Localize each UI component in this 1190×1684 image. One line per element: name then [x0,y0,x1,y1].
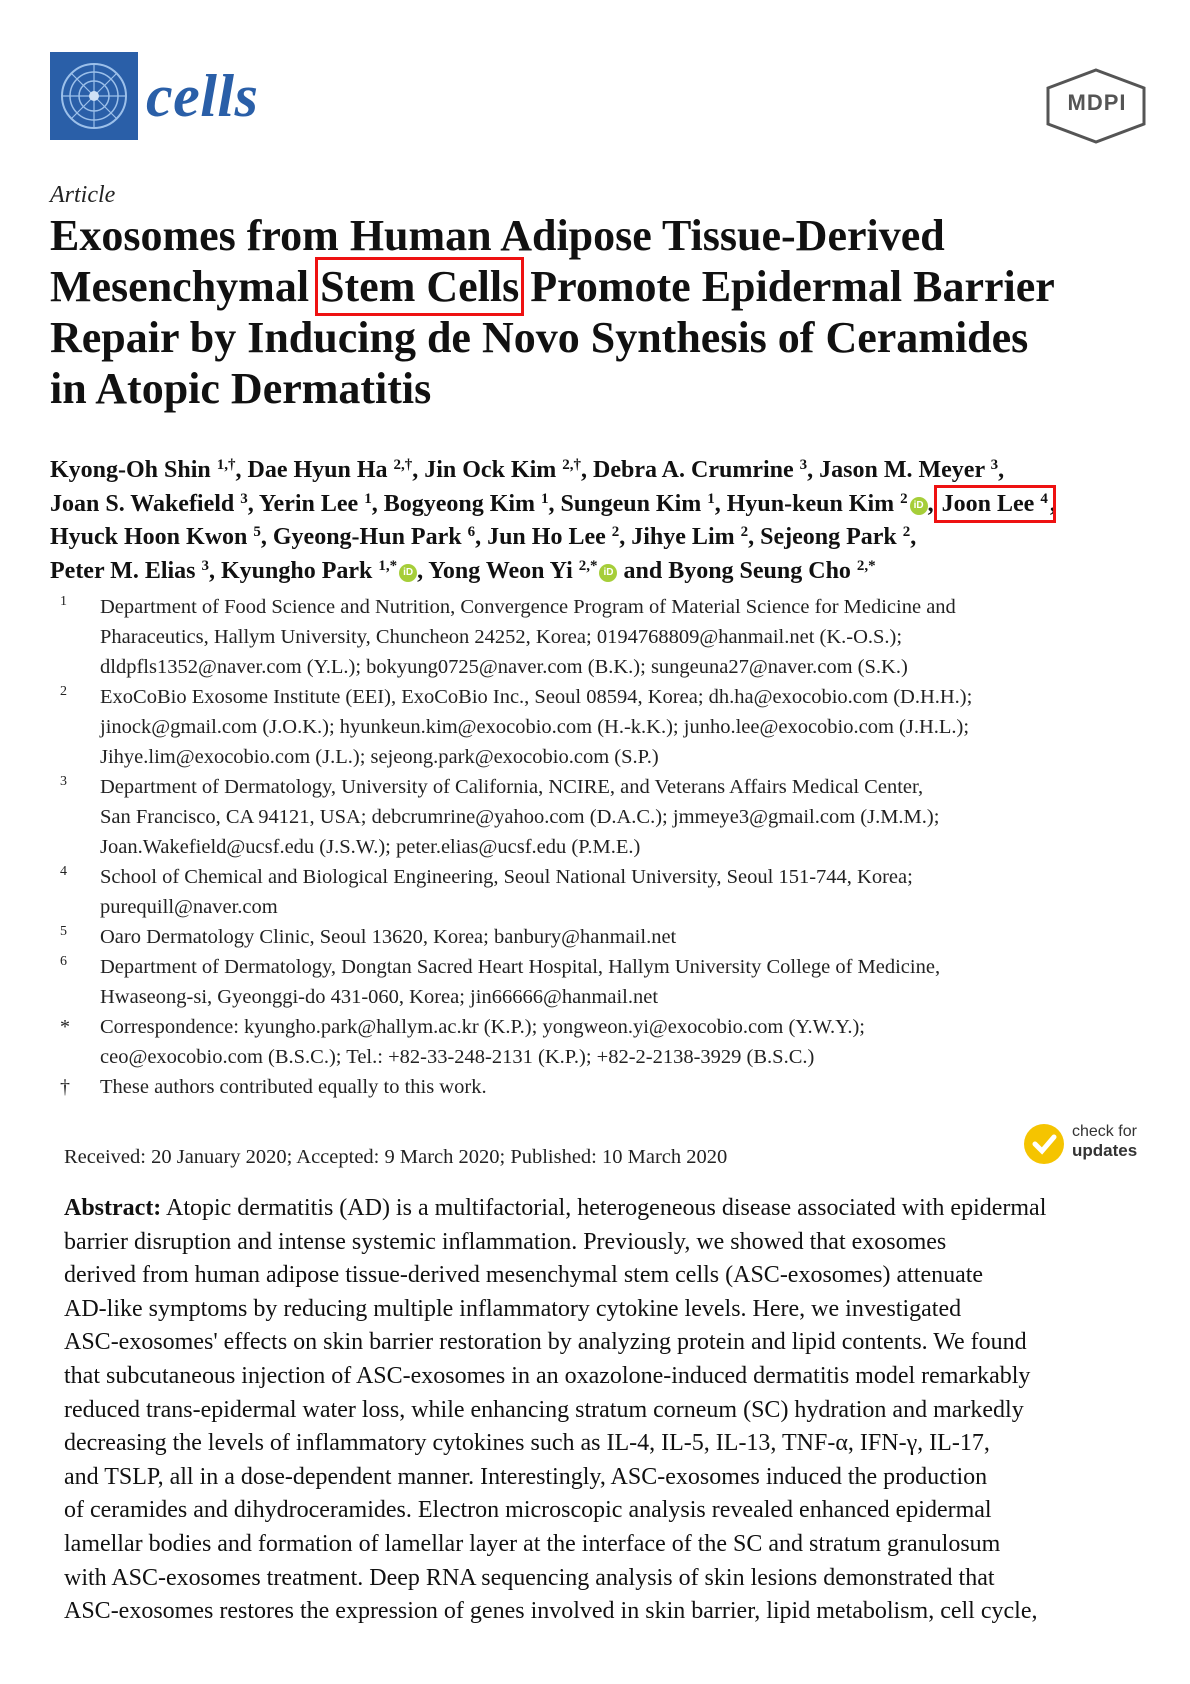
affiliation [50,1012,1160,1072]
author-name: Jason M. Meyer [819,457,985,483]
highlighted-term: Stem Cells [320,262,520,311]
author-list [50,454,1160,588]
author-name: Hyuck Hoon Kwon [50,524,248,550]
affiliation-line: Department of Dermatology, University of California, NCIRE, and Veterans Affairs Medical Center, [100,776,924,798]
affiliation-line: Joan.Wakefield@ucsf.edu (J.S.W.); peter.elias@ucsf.edu (P.M.E.) [100,836,641,858]
affiliation [50,772,1160,862]
author-affiliation-mark: 2,* [856,557,876,574]
publisher-logo [1044,68,1148,144]
affiliation [50,682,1160,772]
author-name: Gyeong-Hun Park [272,524,462,550]
abstract-line: ASC-exosomes' effects on skin barrier restoration by analyzing protein and lipid contents. We found [64,1329,1027,1356]
orcid-icon[interactable]: iD [399,564,417,582]
abstract-line: reduced trans-epidermal water loss, while enhancing stratum corneum (SC) hydration and markedly [64,1396,1024,1423]
check-for-updates-badge[interactable] [1024,1122,1154,1168]
author-name: Joan S. Wakefield [50,490,235,517]
author-line: Hyuck Hoon Kwon $^5$, Gyeong-Hun Park $^6$, Jun Ho Lee $^2$, Jihye Lim $^2$, Sejeong Park $^2$, [50,524,917,550]
author [50,457,235,483]
author-affiliation-mark: 2 [740,524,749,540]
affiliation [50,862,1160,922]
author-name: Yong Weon Yi [428,557,573,584]
author-name: Bogyeong Kim [383,490,536,517]
badge-line1: check for [1072,1123,1137,1140]
affiliation-line: Hwaseong-si, Gyeonggi-do 431-060, Korea; jin66666@hanmail.net [100,986,659,1008]
abstract-line: of ceramides and dihydroceramides. Electron microscopic analysis revealed enhanced epidermal [64,1497,992,1524]
affiliation-mark: 3 [60,774,67,789]
affiliation-mark: 2 [60,684,67,699]
author-name: Kyungho Park [221,557,373,584]
abstract-line: AD-like symptoms by reducing multiple inflammatory cytokine levels. Here, we investigated [64,1295,962,1322]
author-affiliation-mark: 3 [240,490,248,507]
author [50,491,248,517]
author [760,524,910,550]
author-affiliation-mark: 3 [799,457,808,473]
abstract-line: ASC-exosomes restores the expression of genes involved in skin barrier, lipid metabolism, cell cycle, [64,1598,1038,1625]
checkmark-icon [1024,1124,1064,1164]
author-name: Hyun-keun Kim [726,490,895,517]
author [273,524,475,550]
author-affiliation-mark: 2 [902,524,911,540]
affiliation-line: Department of Food Science and Nutrition, Convergence Program of Material Science for Medicine and [100,596,956,618]
author-name: Debra A. Crumrine [593,457,794,483]
affiliations [50,592,1160,1102]
author-affiliation-mark: 2,† [562,457,582,473]
article-type: Article [50,182,116,208]
author-name: Jihye Lim [631,524,735,550]
affiliation-line: School of Chemical and Biological Engineering, Seoul National University, Seoul 151-744, Korea; [100,866,913,888]
abstract-line: derived from human adipose tissue-derived mesenchymal stem cells (ASC-exosomes) attenuate [64,1262,984,1289]
author-name: Joon Lee [941,490,1035,517]
affiliation-line: Correspondence: kyungho.park@hallym.ac.kr (K.P.); yongweon.yi@exocobio.com (Y.W.Y.); [100,1016,865,1038]
title-line: Exosomes from Human Adipose Tissue-Derived [50,211,945,260]
badge-line2: updates [1072,1141,1138,1160]
affiliation-line: ExoCoBio Exosome Institute (EEI), ExoCoBio Inc., Seoul 08594, Korea; dh.ha@exocobio.com (D.H.H.); [100,686,973,708]
author [384,491,549,517]
author-name: Peter M. Elias [50,557,196,584]
title-line: Repair by Inducing de Novo Synthesis of Ceramides [50,313,1029,362]
author-name: Dae Hyun Ha [247,457,388,483]
author [561,491,715,517]
author-affiliation-mark: 1 [541,490,549,507]
article-title [50,210,1160,414]
author-line: Joan S. Wakefield $^3$, Yerin Lee $^1$, Bogyeong Kim $^1$, Sungeun Kim $^1$, Hyun-keun Kim $^2$ iD , Joon Lee $^4$, [50,490,1056,517]
affiliation-line: Jihye.lim@exocobio.com (J.L.); sejeong.park@exocobio.com (S.P.) [100,746,659,768]
affiliation-mark: 5 [60,924,67,939]
author [940,491,1050,517]
affiliation-line: San Francisco, CA 94121, USA; debcrumrine@yahoo.com (D.A.C.); jmmeye3@gmail.com (J.M.M.); [100,806,940,828]
author [247,457,412,483]
affiliation-line: ceo@exocobio.com (B.S.C.); Tel.: +82-33-248-2131 (K.P.); +82-2-2138-3929 (B.S.C.) [100,1046,815,1068]
abstract-line: that subcutaneous injection of ASC-exosomes in an oxazolone-induced dermatitis model remarkably [64,1362,1031,1389]
author-name: Sejeong Park [760,524,897,550]
author-name: Sungeun Kim [560,490,702,517]
affiliation-line: These authors contributed equally to this work. [100,1076,487,1098]
abstract-line: barrier disruption and intense systemic inflammation. Previously, we showed that exosomes [64,1228,947,1255]
author-affiliation-mark: 6 [467,524,476,540]
affiliation-line: Department of Dermatology, Dongtan Sacred Heart Hospital, Hallym University College of Medicine, [100,956,941,978]
abstract-line: and TSLP, all in a dose-dependent manner. Interestingly, ASC-exosomes induced the production [64,1463,988,1490]
abstract-line: lamellar bodies and formation of lamellar layer at the interface of the SC and stratum granulosum [64,1530,1001,1557]
author [259,491,372,517]
title-line: Mesenchymal Stem Cells Promote Epidermal Barrier [50,262,1055,311]
author [668,558,875,584]
journal-logo-icon [50,52,138,140]
abstract [64,1192,1156,1629]
affiliation [50,952,1160,1012]
orcid-icon[interactable]: iD [910,497,928,515]
affiliation-line: jinock@gmail.com (J.O.K.); hyunkeun.kim@exocobio.com (H.-k.K.); junho.lee@exocobio.com (J.H.L.); [100,716,970,738]
publisher-name: MDPI [1067,90,1127,115]
author-affiliation-mark: 3 [990,457,999,473]
abstract-line: decreasing the levels of inflammatory cytokines such as IL-4, IL-5, IL-13, TNF-α, IFN-γ, IL-17, [64,1430,990,1457]
author-name: Yerin Lee [258,490,359,517]
author-affiliation-mark: 4 [1040,490,1048,507]
author [819,457,998,483]
author [631,524,748,550]
abstract-line: with ASC-exosomes treatment. Deep RNA sequencing analysis of skin lesions demonstrated that [64,1564,995,1591]
author-affiliation-mark: 5 [253,524,261,540]
affiliation-mark: 1 [60,594,67,609]
affiliation [50,592,1160,682]
orcid-icon[interactable]: iD [599,564,617,582]
affiliation-line: purequill@naver.com [100,896,278,918]
author [50,558,209,584]
author [428,558,617,584]
author-name: Byong Seung Cho [668,557,851,584]
author-affiliation-mark: 3 [201,557,210,574]
author [424,457,581,483]
affiliation-mark: 6 [60,954,67,969]
author-affiliation-mark: 2 [611,524,620,540]
abstract-line: Abstract: Atopic dermatitis (AD) is a multifactorial, heterogeneous disease associated with epidermal [64,1195,1047,1221]
author-name: Kyong-Oh Shin [50,457,211,483]
conjunction: and [623,557,663,584]
author [221,558,417,584]
author-affiliation-mark: 2,† [393,457,413,473]
journal-name: cells [146,63,259,129]
author [487,524,619,550]
affiliation [50,1072,1160,1102]
author-affiliation-mark: 2,* [578,557,598,574]
affiliation-line: dldpfls1352@naver.com (Y.L.); bokyung0725@naver.com (B.K.); sungeuna27@naver.com (S.K.) [100,656,908,678]
affiliation-line: Pharaceutics, Hallym University, Chuncheon 24252, Korea; 0194768809@hanmail.net (K.-O.S.); [100,626,903,648]
author [50,524,261,550]
affiliation-line: Oaro Dermatology Clinic, Seoul 13620, Korea; banbury@hanmail.net [100,926,677,948]
author-affiliation-mark: 2 [900,490,908,507]
author-affiliation-mark: 1 [707,490,715,507]
author-name: Jin Ock Kim [424,457,557,483]
affiliation-mark: † [60,1076,70,1098]
affiliation-mark: * [60,1016,70,1038]
author-line: Peter M. Elias $^3$, Kyungho Park $^{1,*}$ iD , Yong Weon Yi $^{2,*}$ iD and Byong Seung Cho $^{2,*}$ [50,557,876,584]
title-line: in Atopic Dermatitis [50,364,432,413]
affiliation-mark: 4 [60,864,67,879]
author [727,491,928,517]
author-affiliation-mark: 1,† [216,457,236,473]
affiliation [50,922,1160,952]
author [593,457,807,483]
abstract-label: Abstract: [64,1195,162,1221]
publication-dates: Received: 20 January 2020; Accepted: 9 March 2020; Published: 10 March 2020 [64,1146,728,1168]
author-affiliation-mark: 1 [364,490,372,507]
author-name: Jun Ho Lee [487,524,606,550]
author-affiliation-mark: 1,* [378,557,398,574]
author-line: Kyong-Oh Shin $^{1,\dagger}$, Dae Hyun Ha $^{2,\dagger}$, Jin Ock Kim $^{2,\dagger}$, Debra A. Crumrine $^3$, Jason M. Meyer $^3$, [50,457,1005,483]
